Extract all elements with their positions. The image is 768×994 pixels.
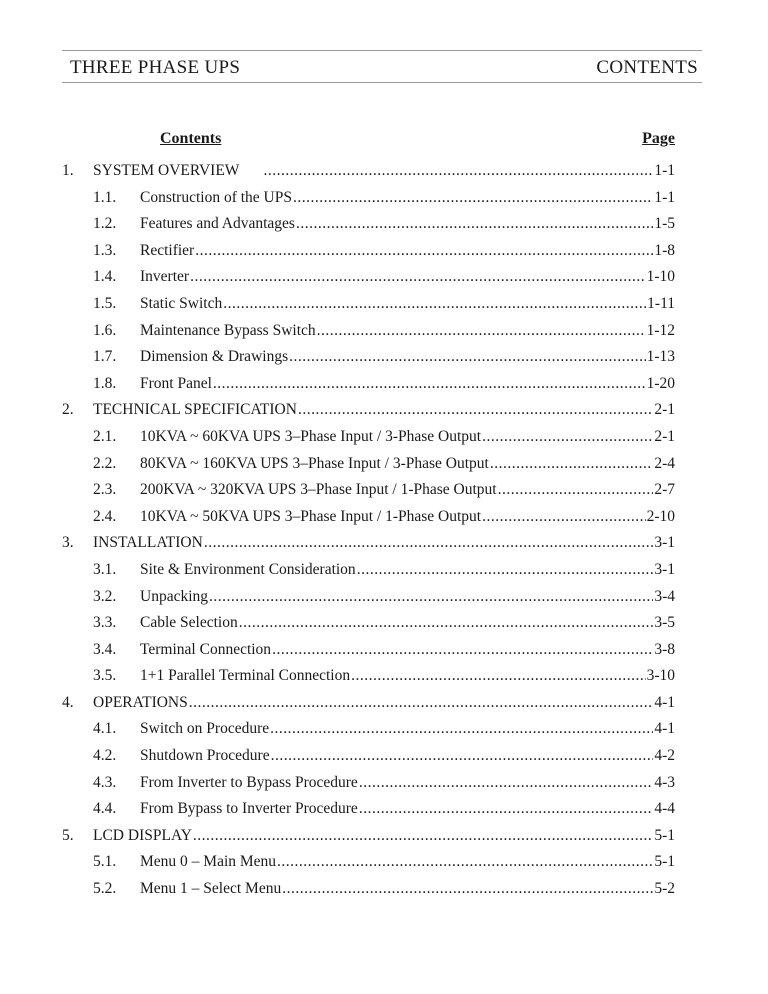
toc-section-entry[interactable] bbox=[62, 344, 675, 371]
dot-leader bbox=[282, 876, 653, 903]
dot-leader bbox=[190, 264, 646, 291]
toc-entry-number: 1.6. bbox=[93, 321, 117, 339]
toc-entry-page: 2-4 bbox=[654, 454, 675, 472]
toc-entry-number: 1.2. bbox=[93, 215, 117, 233]
dot-leader bbox=[351, 663, 645, 690]
toc-entry-title: Rectifier bbox=[140, 241, 195, 259]
toc-entry-number: 1.7. bbox=[93, 348, 117, 366]
toc-entry-title: Site & Environment Consideration bbox=[140, 560, 356, 578]
dot-leader bbox=[204, 530, 654, 557]
toc-section-entry[interactable] bbox=[62, 743, 675, 770]
toc-entry-title: Cable Selection bbox=[140, 614, 238, 632]
toc-entry-number: 4.3. bbox=[93, 773, 117, 791]
toc-entry-number: 1.4. bbox=[93, 268, 117, 286]
toc-entry-number: 4.1. bbox=[93, 720, 117, 738]
toc-entry-page: 3-8 bbox=[654, 640, 675, 658]
toc-entry-page: 1-10 bbox=[646, 268, 675, 286]
toc-entry-page: 1-1 bbox=[654, 162, 675, 179]
toc-entry-page: 2-7 bbox=[654, 481, 675, 499]
toc-entry-number: 5. bbox=[62, 826, 74, 844]
dot-leader bbox=[270, 716, 653, 743]
toc-entry-page: 2-10 bbox=[646, 507, 675, 525]
toc-section-entry[interactable] bbox=[62, 770, 675, 797]
toc-section-entry[interactable] bbox=[62, 557, 675, 584]
toc-entry-title: OPERATIONS bbox=[93, 693, 188, 711]
dot-leader bbox=[277, 849, 653, 876]
dot-leader bbox=[193, 823, 653, 850]
toc-entry-title: Front Panel bbox=[140, 374, 212, 392]
toc-entry-page: 3-1 bbox=[654, 534, 675, 552]
dot-leader bbox=[296, 211, 653, 238]
toc-entry-title: From Inverter to Bypass Procedure bbox=[140, 773, 358, 791]
dot-leader bbox=[359, 770, 654, 797]
toc-entry-number: 5.2. bbox=[93, 880, 117, 898]
toc-section-entry[interactable] bbox=[62, 584, 675, 611]
toc-entry-title: Terminal Connection bbox=[140, 640, 272, 658]
toc-entry-page: 1-20 bbox=[646, 374, 675, 392]
toc-section-entry[interactable] bbox=[62, 424, 675, 451]
toc-entry-page: 3-10 bbox=[646, 667, 675, 685]
toc-entry-title: From Bypass to Inverter Procedure bbox=[140, 800, 358, 818]
toc-section-entry[interactable] bbox=[62, 610, 675, 637]
toc-section-entry[interactable] bbox=[62, 185, 675, 212]
toc-section-entry[interactable] bbox=[62, 716, 675, 743]
toc-entry-title: INSTALLATION bbox=[93, 534, 203, 552]
toc-entry-number: 1.5. bbox=[93, 294, 117, 312]
toc-section-entry[interactable] bbox=[62, 318, 675, 345]
dot-leader bbox=[482, 504, 645, 531]
toc-entry-title: Shutdown Procedure bbox=[140, 747, 270, 765]
toc-entry-title: Construction of the UPS bbox=[140, 188, 292, 206]
toc-entry-number: 4.4. bbox=[93, 800, 117, 818]
dot-leader bbox=[289, 344, 645, 371]
toc-section-entry[interactable] bbox=[62, 637, 675, 664]
toc-entry-number: 2.1. bbox=[93, 427, 117, 445]
toc-section-entry[interactable] bbox=[62, 451, 675, 478]
toc-entry-page: 4-1 bbox=[654, 693, 675, 711]
toc-entry-page: 3-5 bbox=[654, 614, 675, 632]
toc-entry-title: Inverter bbox=[140, 268, 190, 286]
toc-entry-page: 5-1 bbox=[654, 853, 675, 871]
contents-heading: Contents bbox=[160, 130, 222, 147]
dot-leader bbox=[357, 557, 654, 584]
toc-entry-page: 4-4 bbox=[654, 800, 675, 818]
dot-leader bbox=[209, 584, 653, 611]
toc-entry-page: 4-1 bbox=[654, 720, 675, 738]
dot-leader bbox=[223, 291, 646, 318]
toc-entry-title: 10KVA ~ 50KVA UPS 3–Phase Input / 1-Phase Output bbox=[140, 507, 482, 525]
toc-entry-number: 5.1. bbox=[93, 853, 117, 871]
toc-chapter-entry[interactable] bbox=[62, 823, 675, 850]
toc-entry-title: 10KVA ~ 60KVA UPS 3–Phase Input / 3-Phase Output bbox=[140, 427, 482, 445]
toc-entry-title: Menu 1 – Select Menu bbox=[140, 880, 282, 898]
toc-entry-number: 3.2. bbox=[93, 587, 117, 605]
dot-leader bbox=[298, 397, 653, 424]
toc-entry-number: 2.3. bbox=[93, 481, 117, 499]
toc-chapter-entry[interactable] bbox=[62, 158, 675, 185]
toc-entry-number: 2. bbox=[62, 401, 74, 419]
toc-section-entry[interactable] bbox=[62, 477, 675, 504]
toc-entry-title: 200KVA ~ 320KVA UPS 3–Phase Input / 1-Phase Output bbox=[140, 481, 497, 499]
toc-entry-number: 1.1. bbox=[93, 188, 117, 206]
toc-entry-title: Unpacking bbox=[140, 587, 209, 605]
dot-leader bbox=[213, 371, 646, 398]
toc-entry-number: 4.2. bbox=[93, 747, 117, 765]
toc-entry-page: 3-1 bbox=[654, 560, 675, 578]
toc-section-entry[interactable] bbox=[62, 796, 675, 823]
toc-entry-page: 1-13 bbox=[646, 348, 675, 366]
toc-entry-number: 2.2. bbox=[93, 454, 117, 472]
dot-leader bbox=[317, 318, 646, 345]
toc-entry-number: 3.4. bbox=[93, 640, 117, 658]
toc-entry-number: 2.4. bbox=[93, 507, 117, 525]
toc-entry-page: 1-5 bbox=[654, 215, 675, 233]
toc-entry-number: 1. bbox=[62, 162, 74, 179]
toc-entry-page: 3-4 bbox=[654, 587, 675, 605]
toc-section-entry[interactable] bbox=[62, 876, 675, 903]
dot-leader bbox=[272, 637, 653, 664]
toc-entry-title: SYSTEM OVERVIEW bbox=[93, 162, 240, 179]
toc-entry-page: 2-1 bbox=[654, 401, 675, 419]
dot-leader bbox=[293, 185, 653, 212]
document-title: THREE PHASE UPS bbox=[70, 57, 241, 78]
toc-section-entry[interactable] bbox=[62, 291, 675, 318]
toc-section-entry[interactable] bbox=[62, 849, 675, 876]
toc-entry-page: 2-1 bbox=[654, 427, 675, 445]
toc-entry-page: 5-2 bbox=[654, 880, 675, 898]
toc-entry-number: 3. bbox=[62, 534, 74, 552]
toc-entry-title: Maintenance Bypass Switch bbox=[140, 321, 316, 339]
dot-leader bbox=[482, 424, 653, 451]
toc-chapter-entry[interactable] bbox=[62, 690, 675, 717]
dot-leader bbox=[239, 610, 654, 637]
toc-entry-title: Static Switch bbox=[140, 294, 223, 312]
toc-entry-title: Dimension & Drawings bbox=[140, 348, 289, 366]
toc-entry-title: TECHNICAL SPECIFICATION bbox=[93, 401, 297, 419]
toc-section-entry[interactable] bbox=[62, 211, 675, 238]
page-header bbox=[62, 50, 702, 83]
toc-chapter-entry[interactable] bbox=[62, 397, 675, 424]
toc-entry-number: 3.3. bbox=[93, 614, 117, 632]
toc-entry-title: LCD DISPLAY bbox=[93, 826, 192, 844]
toc-section-entry[interactable] bbox=[62, 504, 675, 531]
table-of-contents bbox=[62, 158, 675, 903]
toc-entry-page: 4-2 bbox=[654, 747, 675, 765]
toc-entry-page: 1-1 bbox=[654, 188, 675, 206]
toc-section-entry[interactable] bbox=[62, 264, 675, 291]
toc-entry-page: 4-3 bbox=[654, 773, 675, 791]
dot-leader bbox=[189, 690, 654, 717]
toc-chapter-entry[interactable] bbox=[62, 530, 675, 557]
dot-leader bbox=[490, 451, 653, 478]
toc-entry-page: 1-8 bbox=[654, 241, 675, 259]
section-title: CONTENTS bbox=[596, 57, 698, 78]
toc-section-entry[interactable] bbox=[62, 663, 675, 690]
toc-entry-title: 1+1 Parallel Terminal Connection bbox=[140, 667, 351, 685]
toc-entry-number: 3.1. bbox=[93, 560, 117, 578]
dot-leader bbox=[263, 158, 653, 185]
toc-entry-page: 1-11 bbox=[647, 294, 675, 312]
dot-leader bbox=[498, 477, 654, 504]
toc-section-entry[interactable] bbox=[62, 371, 675, 398]
toc-section-entry[interactable] bbox=[62, 238, 675, 265]
toc-entry-number: 1.3. bbox=[93, 241, 117, 259]
toc-entry-number: 3.5. bbox=[93, 667, 117, 685]
dot-leader bbox=[271, 743, 654, 770]
toc-entry-title: Menu 0 – Main Menu bbox=[140, 853, 277, 871]
toc-entry-number: 1.8. bbox=[93, 374, 117, 392]
dot-leader bbox=[195, 238, 653, 265]
toc-entry-page: 1-12 bbox=[646, 321, 675, 339]
toc-entry-title: Features and Advantages bbox=[140, 215, 295, 233]
toc-entry-page: 5-1 bbox=[654, 826, 675, 844]
page-column-heading: Page bbox=[642, 130, 675, 147]
toc-entry-title: Switch on Procedure bbox=[140, 720, 270, 738]
dot-leader bbox=[359, 796, 654, 823]
toc-entry-number: 4. bbox=[62, 693, 74, 711]
toc-entry-title: 80KVA ~ 160KVA UPS 3–Phase Input / 3-Phase Output bbox=[140, 454, 489, 472]
